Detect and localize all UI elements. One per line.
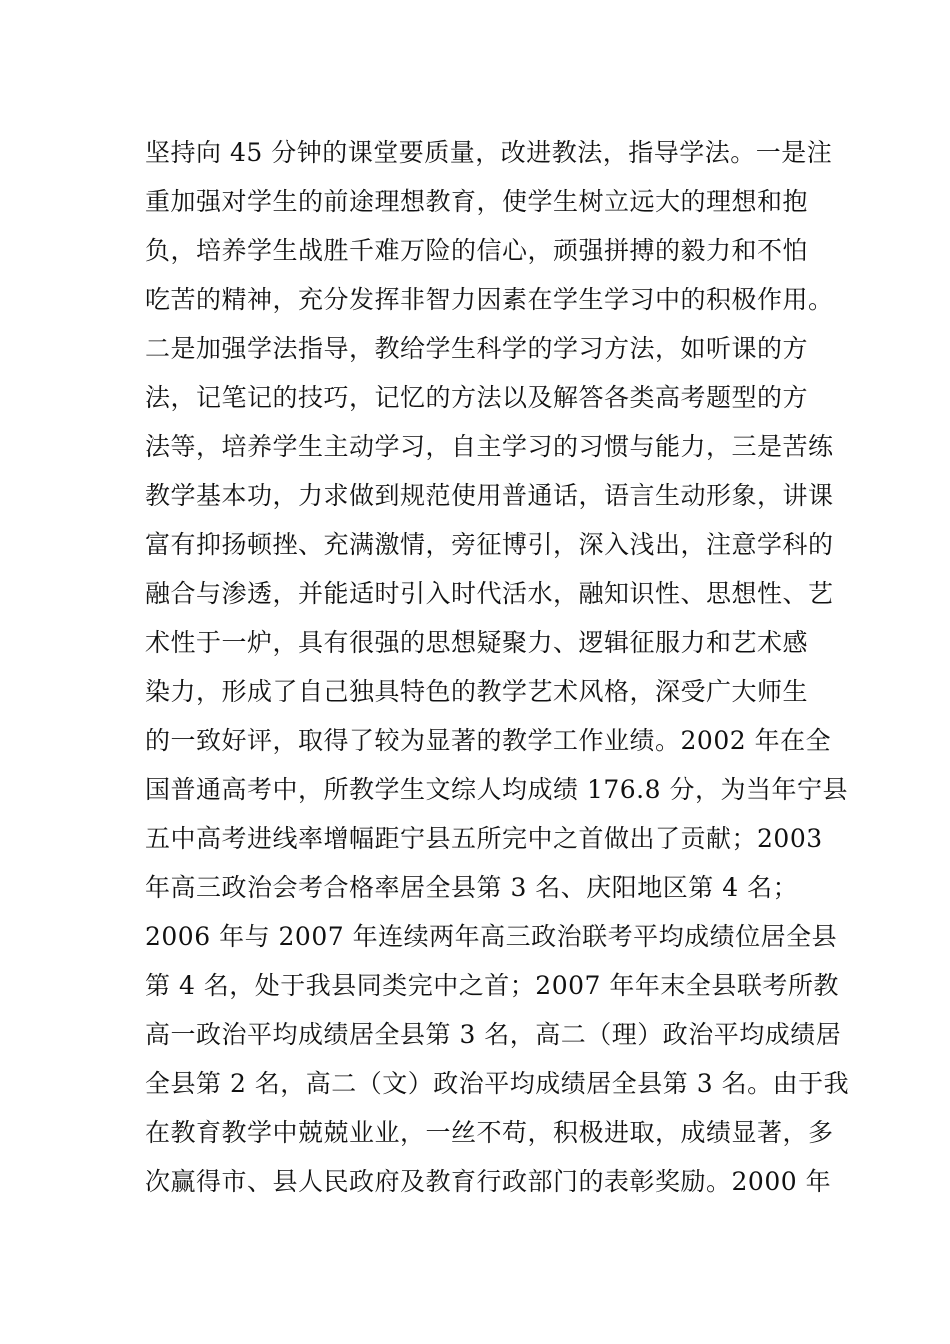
text-line: 第 4 名，处于我县同类完中之首；2007 年年末全县联考所教 bbox=[145, 971, 839, 1000]
text-line: 术性于一炉，具有很强的思想疑聚力、逻辑征服力和艺术感 bbox=[145, 628, 809, 657]
text-line: 二是加强学法指导，教给学生科学的学习方法，如听课的方 bbox=[145, 334, 809, 363]
text-line: 染力，形成了自己独具特色的教学艺术风格，深受广大师生 bbox=[145, 677, 809, 706]
text-line: 融合与渗透，并能适时引入时代活水，融知识性、思想性、艺 bbox=[145, 579, 834, 608]
text-line: 重加强对学生的前途理想教育，使学生树立远大的理想和抱 bbox=[145, 187, 809, 216]
text-line: 坚持向 45 分钟的课堂要质量，改进教法，指导学法。一是注 bbox=[145, 138, 833, 167]
text-line: 年高三政治会考合格率居全县第 3 名、庆阳地区第 4 名； bbox=[145, 873, 799, 902]
text-line: 富有抑扬顿挫、充满激情，旁征博引，深入浅出，注意学科的 bbox=[145, 530, 834, 559]
text-line: 负，培养学生战胜千难万险的信心，顽强拼搏的毅力和不怕 bbox=[145, 236, 809, 265]
body-paragraph bbox=[145, 128, 850, 1206]
text-line: 次赢得市、县人民政府及教育行政部门的表彰奖励。2000 年 bbox=[145, 1167, 832, 1196]
text-line: 2006 年与 2007 年连续两年高三政治联考平均成绩位居全县 bbox=[145, 922, 838, 951]
text-line: 在教育教学中兢兢业业，一丝不苟，积极进取，成绩显著，多 bbox=[145, 1118, 834, 1147]
text-line: 法等，培养学生主动学习，自主学习的习惯与能力，三是苦练 bbox=[145, 432, 834, 461]
text-line: 法，记笔记的技巧，记忆的方法以及解答各类高考题型的方 bbox=[145, 383, 809, 412]
text-line: 全县第 2 名，高二（文）政治平均成绩居全县第 3 名。由于我 bbox=[145, 1069, 850, 1098]
text-line: 五中高考进线率增幅距宁县五所完中之首做出了贡献；2003 bbox=[145, 824, 823, 853]
text-line: 教学基本功，力求做到规范使用普通话，语言生动形象，讲课 bbox=[145, 481, 834, 510]
text-line: 国普通高考中，所教学生文综人均成绩 176.8 分，为当年宁县 bbox=[145, 775, 848, 804]
text-line: 吃苦的精神，充分发挥非智力因素在学生学习中的积极作用。 bbox=[145, 285, 834, 314]
text-line: 的一致好评，取得了较为显著的教学工作业绩。2002 年在全 bbox=[145, 726, 832, 755]
text-line: 高一政治平均成绩居全县第 3 名，高二（理）政治平均成绩居 bbox=[145, 1020, 842, 1049]
